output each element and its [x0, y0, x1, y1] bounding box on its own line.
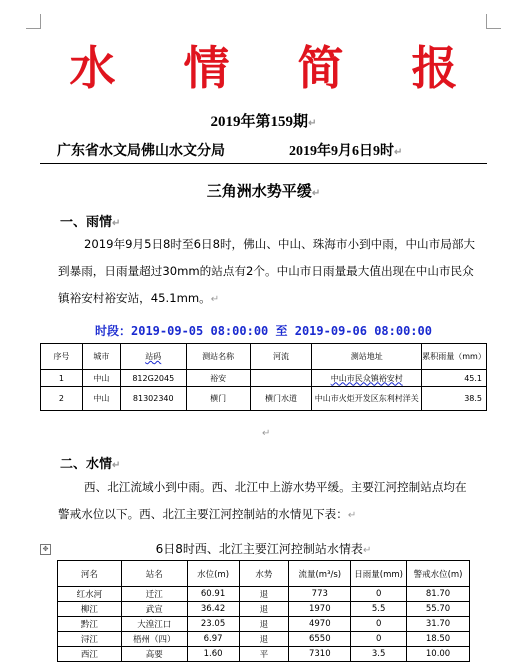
table-row — [58, 617, 470, 632]
table-cell: 中山市火炬开发区东利村洋关 — [312, 387, 422, 411]
table-cell: 31.70 — [407, 617, 470, 632]
col-header: 城市 — [82, 344, 120, 370]
rain-heading: 一、雨情↵ — [60, 214, 121, 229]
table-cell: 5.5 — [351, 602, 407, 617]
table-cell: 退 — [239, 587, 289, 602]
table-cell: 18.50 — [407, 632, 470, 647]
table-row — [41, 387, 487, 411]
period-label: 时段：2019-09-05 08:00:00 至 2019-09-06 08:00:00 — [95, 324, 432, 338]
rain-table — [40, 343, 487, 411]
table-cell: 81.70 — [407, 587, 470, 602]
issue-number: 2019年第159期↵ — [210, 114, 317, 130]
table-cell: 45.1 — [422, 370, 487, 387]
paragraph-mark: ↵ — [262, 428, 271, 439]
table-cell: 3.5 — [351, 647, 407, 662]
table-cell: 55.70 — [407, 602, 470, 617]
water-paragraph — [58, 474, 478, 529]
col-header: 水位(m) — [187, 561, 239, 587]
table-cell: 西江 — [58, 647, 122, 662]
table-cell: 6.97 — [187, 632, 239, 647]
col-header: 站码 — [120, 344, 186, 370]
table-cell: 迁江 — [121, 587, 187, 602]
table-cell: 柳江 — [58, 602, 122, 617]
col-header: 累积雨量（mm） — [422, 344, 487, 370]
table-row — [58, 602, 470, 617]
table-move-handle[interactable]: ✥ — [40, 544, 51, 555]
table-row — [58, 647, 470, 662]
table-cell: 平 — [239, 647, 289, 662]
water-table-header — [58, 561, 470, 587]
col-header: 河名 — [58, 561, 122, 587]
water-heading: 二、水情↵ — [60, 456, 121, 471]
table-cell: 黔江 — [58, 617, 122, 632]
crop-mark-top-right — [486, 14, 501, 29]
table-cell: 81302340 — [120, 387, 186, 411]
rain-paragraph-text: 2019年9月5日8时至6日8时，佛山、中山、珠海市小到中雨，中山市局部大到暴雨，日雨量超过30mm的站点有2个。中山市日雨量最大值出现在中山市民众镇裕安村裕安站，45.1mm。↵ — [58, 237, 476, 305]
table-cell: 横门 — [186, 387, 250, 411]
table-cell: 0 — [351, 587, 407, 602]
report-datetime: 2019年9月6日9时↵ — [289, 144, 403, 159]
table-cell: 7310 — [289, 647, 351, 662]
table-cell: 773 — [289, 587, 351, 602]
col-header: 警戒水位(m) — [407, 561, 470, 587]
table-cell: 武宣 — [121, 602, 187, 617]
table-cell: 梧州（四） — [121, 632, 187, 647]
col-header: 日雨量(mm) — [351, 561, 407, 587]
table-cell: 红水河 — [58, 587, 122, 602]
report-title: 水 情 简 报 — [69, 41, 484, 95]
org-line — [57, 140, 487, 160]
table-cell: 退 — [239, 632, 289, 647]
table-cell: 36.42 — [187, 602, 239, 617]
table-cell: 中山市民众镇裕安村 — [312, 370, 422, 387]
table-cell: 38.5 — [422, 387, 487, 411]
table-cell: 大湟江口 — [121, 617, 187, 632]
table-cell: 23.05 — [187, 617, 239, 632]
table-cell: 中山 — [82, 387, 120, 411]
table-cell: 1970 — [289, 602, 351, 617]
col-header: 河流 — [250, 344, 312, 370]
table-row — [58, 587, 470, 602]
headline: 三角洲水势平缓↵ — [206, 184, 321, 200]
table-cell: 4970 — [289, 617, 351, 632]
table-cell: 退 — [239, 617, 289, 632]
water-paragraph-text: 西、北江流域小到中雨。西、北江中上游水势平缓。主要江河控制站点均在警戒水位以下。西、北江主要江河控制站的水情见下表：↵ — [58, 480, 467, 521]
table-cell: 中山 — [82, 370, 120, 387]
table-row — [41, 370, 487, 387]
table-cell: 0 — [351, 632, 407, 647]
table-cell: 10.00 — [407, 647, 470, 662]
water-table — [57, 560, 470, 662]
col-header: 序号 — [41, 344, 83, 370]
table-cell: 6550 — [289, 632, 351, 647]
col-header: 水势 — [239, 561, 289, 587]
table-cell: 高要 — [121, 647, 187, 662]
col-header: 流量(m³/s) — [289, 561, 351, 587]
table-cell: 浔江 — [58, 632, 122, 647]
table-row — [58, 632, 470, 647]
crop-mark-top-left — [26, 14, 41, 29]
table-cell — [250, 370, 312, 387]
col-header: 测站名称 — [186, 344, 250, 370]
header-rule — [40, 163, 487, 164]
col-header: 测站地址 — [312, 344, 422, 370]
table-cell: 裕安 — [186, 370, 250, 387]
rain-table-header — [41, 344, 487, 370]
table-cell: 横门水道 — [250, 387, 312, 411]
table-cell: 2 — [41, 387, 83, 411]
water-table-caption: 6日8时西、北江主要江河控制站水情表↵ — [155, 542, 372, 556]
org-name: 广东省水文局佛山水文分局 — [57, 144, 225, 159]
table-cell: 0 — [351, 617, 407, 632]
table-cell: 1 — [41, 370, 83, 387]
table-cell: 812G2045 — [120, 370, 186, 387]
col-header: 站名 — [121, 561, 187, 587]
table-cell: 退 — [239, 602, 289, 617]
table-cell: 60.91 — [187, 587, 239, 602]
rain-paragraph — [58, 231, 478, 313]
table-cell: 1.60 — [187, 647, 239, 662]
